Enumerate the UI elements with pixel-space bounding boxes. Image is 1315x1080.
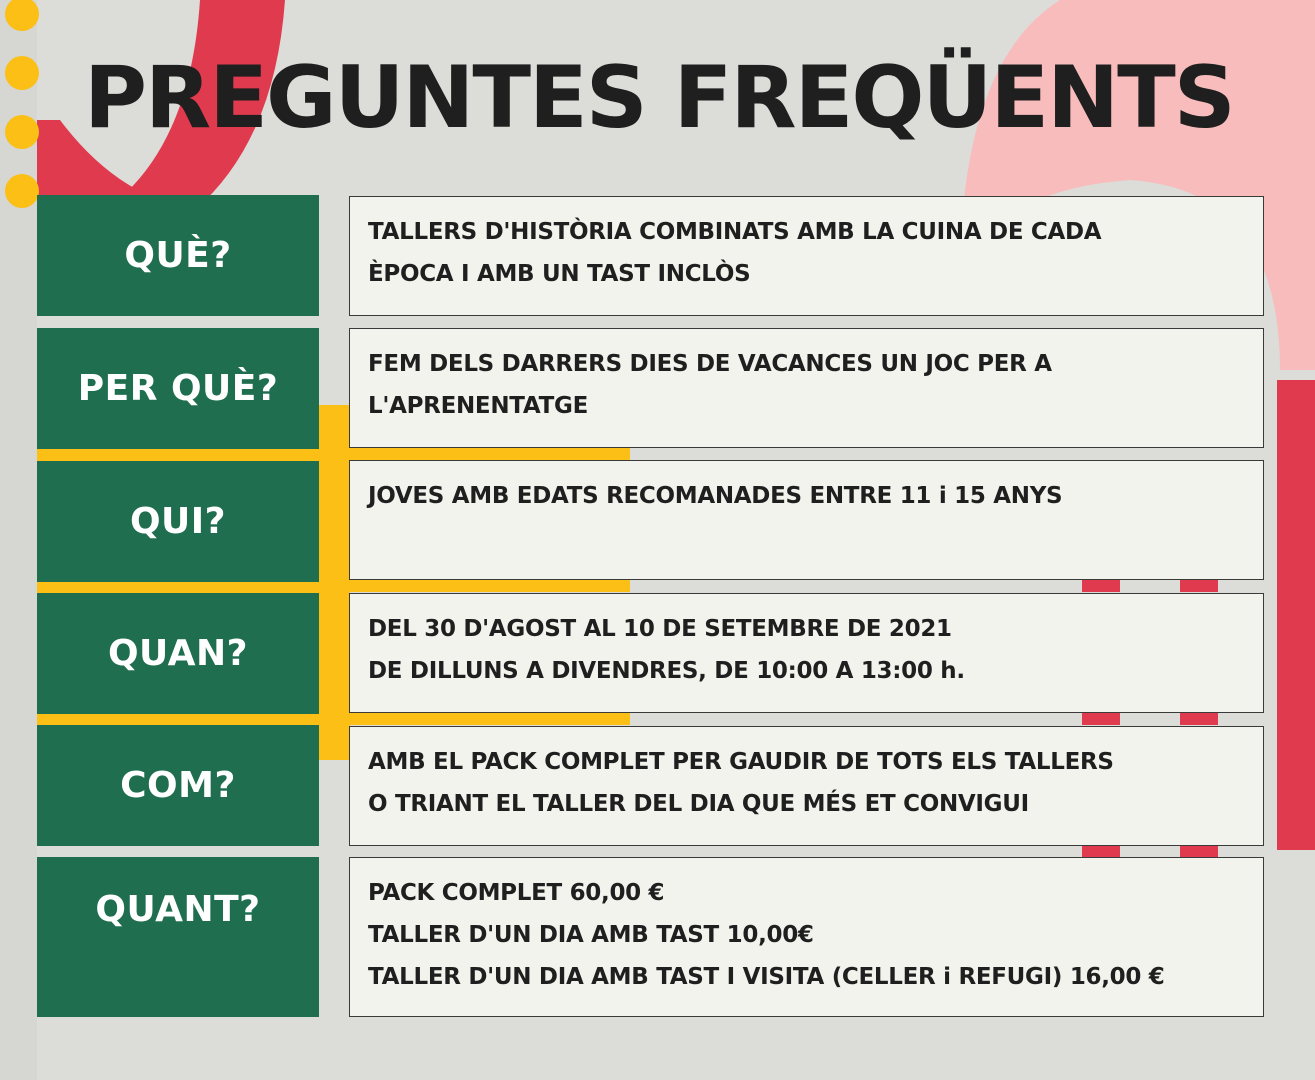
yellow-strip-1 bbox=[320, 448, 630, 460]
paper-edge-shape bbox=[0, 0, 37, 1080]
answer-line: ÈPOCA I AMB UN TAST INCLÒS bbox=[368, 261, 751, 287]
answer-box-que bbox=[349, 196, 1264, 316]
question-box-com bbox=[37, 725, 319, 846]
binder-dot-3 bbox=[5, 115, 39, 149]
question-label: QUÈ? bbox=[124, 235, 232, 276]
question-label: QUI? bbox=[129, 501, 227, 542]
red-tick-3 bbox=[1082, 713, 1120, 725]
question-box-que bbox=[37, 195, 319, 316]
yellow-strip-2 bbox=[320, 580, 630, 592]
question-box-quan bbox=[37, 593, 319, 714]
answer-line: FEM DELS DARRERS DIES DE VACANCES UN JOC PER A bbox=[368, 351, 1052, 377]
answer-line: TALLERS D'HISTÒRIA COMBINATS AMB LA CUINA DE CADA bbox=[368, 219, 1102, 245]
question-box-quant bbox=[37, 857, 319, 1017]
yellow-strip-3 bbox=[320, 713, 630, 725]
binder-dot-2 bbox=[5, 56, 39, 90]
answer-line: PACK COMPLET 60,00 € bbox=[368, 880, 665, 906]
answer-line: JOVES AMB EDATS RECOMANADES ENTRE 11 i 15 ANYS bbox=[368, 483, 1063, 509]
red-tick-1 bbox=[1082, 580, 1120, 592]
answer-line: TALLER D'UN DIA AMB TAST I VISITA (CELLER i REFUGI) 16,00 € bbox=[368, 964, 1165, 990]
answer-box-com bbox=[349, 726, 1264, 846]
answer-line: DE DILLUNS A DIVENDRES, DE 10:00 A 13:00 h. bbox=[368, 658, 965, 684]
question-label: PER QUÈ? bbox=[77, 368, 279, 409]
question-label: QUAN? bbox=[107, 633, 249, 674]
question-box-per-que bbox=[37, 328, 319, 449]
answer-line: TALLER D'UN DIA AMB TAST 10,00€ bbox=[368, 922, 814, 948]
question-label: QUANT? bbox=[95, 889, 261, 930]
question-box-qui bbox=[37, 461, 319, 582]
red-bar-shape bbox=[1277, 380, 1315, 850]
binder-dot-4 bbox=[5, 174, 39, 208]
answer-box-quan bbox=[349, 593, 1264, 713]
page-title: PREGUNTES FREQÜENTS bbox=[84, 48, 1234, 148]
answer-line: L'APRENENTATGE bbox=[368, 393, 588, 419]
answer-line: DEL 30 D'AGOST AL 10 DE SETEMBRE DE 2021 bbox=[368, 616, 952, 642]
answer-box-per-que bbox=[349, 328, 1264, 448]
answer-line: O TRIANT EL TALLER DEL DIA QUE MÉS ET CONVIGUI bbox=[368, 791, 1029, 817]
red-tick-4 bbox=[1180, 713, 1218, 725]
answer-line: AMB EL PACK COMPLET PER GAUDIR DE TOTS ELS TALLERS bbox=[368, 749, 1114, 775]
question-label: COM? bbox=[120, 765, 236, 806]
red-tick-2 bbox=[1180, 580, 1218, 592]
red-tick-6 bbox=[1180, 845, 1218, 857]
answer-box-quant bbox=[349, 857, 1264, 1017]
answer-box-qui bbox=[349, 460, 1264, 580]
red-tick-5 bbox=[1082, 845, 1120, 857]
